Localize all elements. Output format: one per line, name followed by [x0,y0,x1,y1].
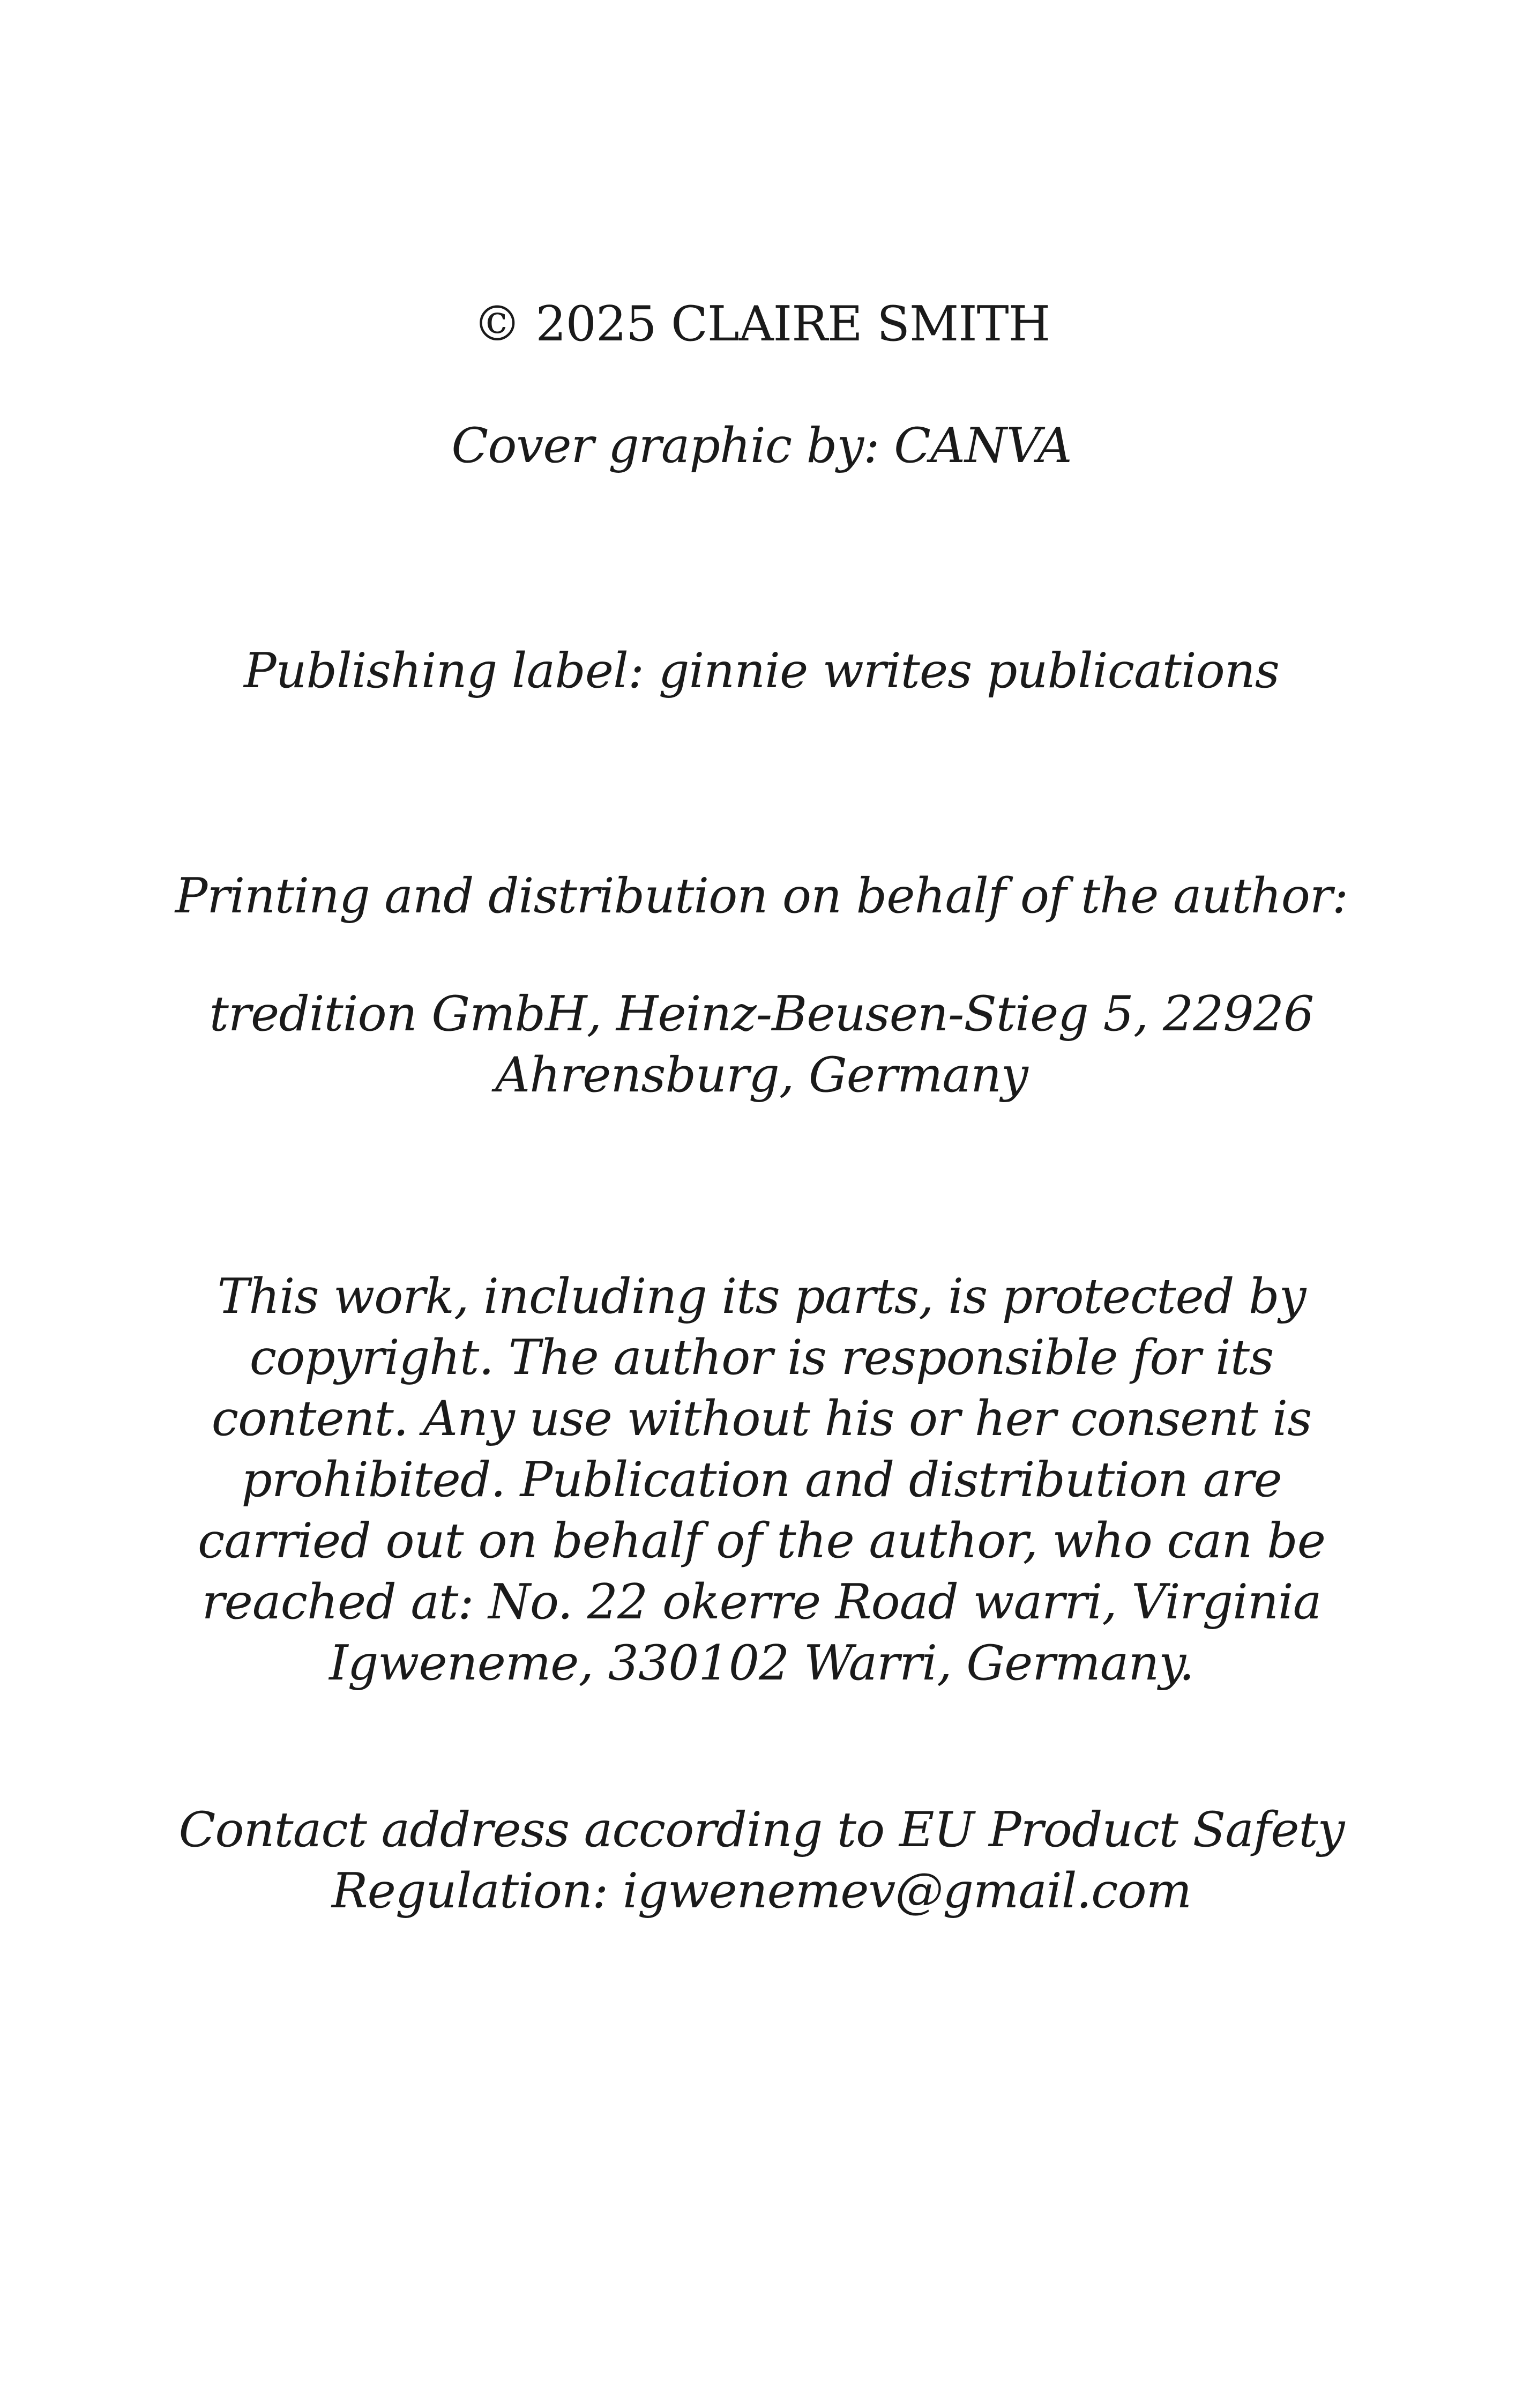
copyright-notice: This work, including its parts, is protected by copyright. The author is responsible for its content. Any use without his or her consent is prohibited. Publication and distribution are carried out on behalf of the author, who can be reached at: No. 22 okerre Road warri, Virginia Igweneme, 330102 Warri, Germany. [198,1268,1325,1691]
contact-address-notice: Contact address according to EU Product Safety Regulation: igwenemev@gmail.com [178,1802,1345,1919]
publishing-label: Publishing label: ginnie writes publications [243,643,1279,699]
cover-graphic-credit: Cover graphic by: CANVA [451,418,1072,474]
printing-distribution-heading: Printing and distribution on behalf of the author: [175,868,1348,924]
copyright-line: © 2025 CLAIRE SMITH [473,296,1050,352]
printer-address: tredition GmbH, Heinz-Beusen-Stieg 5, 22926 Ahrensburg, Germany [209,986,1314,1103]
